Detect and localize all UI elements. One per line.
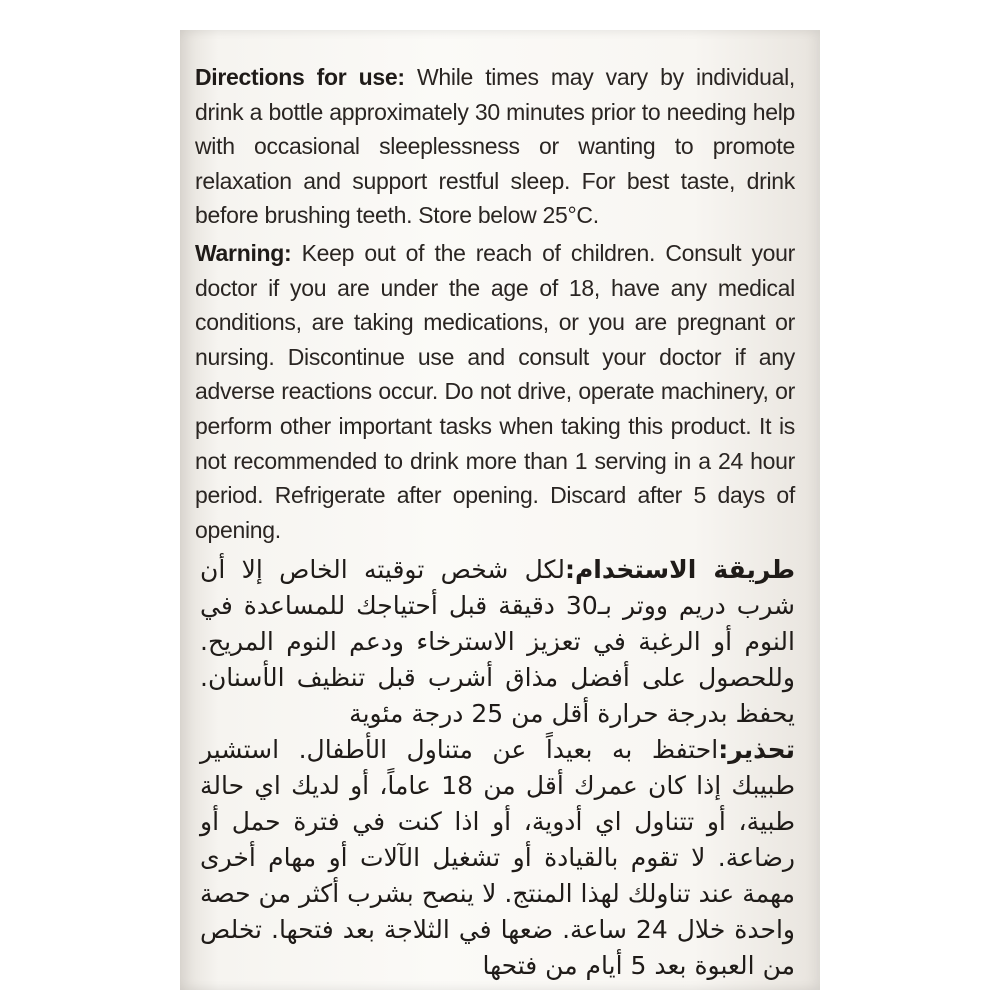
- directions-text: While times may vary by individual, drink a bottle approximately 30 minutes prior to needing help with occasional sleeplessness or wanting to promote relaxation and support restful sleep. For best taste, drink before brushing teeth. Store below 25°C.: [195, 64, 795, 229]
- directions-heading: Directions for use:: [195, 64, 405, 90]
- warning-heading: Warning:: [195, 240, 292, 266]
- arabic-directions-text: لكل شخص توقيته الخاص إلا أن شرب دريم ووتر بـ30 دقيقة قبل أحتياجك للمساعدة في النوم أو الرغبة في تعزيز الاسترخاء ودعم النوم المريح. وللحصول على أفضل مذاق أشرب قبل تنظيف الأسنان. يحفظ بدرجة حرارة أقل من 25 درجة مئوية: [200, 555, 795, 728]
- warning-paragraph: [195, 236, 795, 547]
- arabic-warning-paragraph: [200, 732, 795, 984]
- warning-text: Keep out of the reach of children. Consult your doctor if you are under the age of 18, have any medical conditions, are taking medications, or you are pregnant or nursing. Discontinue use and consult your doctor if any adverse reactions occur. Do not drive, operate machinery, or perform other important tasks when taking this product. It is not recommended to drink more than 1 serving in a 24 hour period. Refrigerate after opening. Discard after 5 days of opening.: [195, 240, 795, 543]
- arabic-directions-paragraph: [200, 552, 795, 732]
- arabic-directions-heading: طريقة الاستخدام:: [564, 555, 795, 584]
- arabic-warning-text: احتفظ به بعيداً عن متناول الأطفال. استشير طبيبك إذا كان عمرك أقل من 18 عاماً، أو لديك اي حالة طبية، أو تتناول اي أدوية، أو اذا كنت في فترة حمل أو رضاعة. لا تقوم بالقيادة أو تشغيل الآلات أو مهام أخرى مهمة عند تناولك لهذا المنتج. لا ينصح بشرب أكثر من حصة واحدة خلال 24 ساعة. ضعها في الثلاجة بعد فتحها. تخلص من العبوة بعد 5 أيام من فتحها: [200, 735, 795, 980]
- arabic-warning-heading: تحذير:: [718, 735, 795, 764]
- directions-paragraph: [195, 60, 795, 233]
